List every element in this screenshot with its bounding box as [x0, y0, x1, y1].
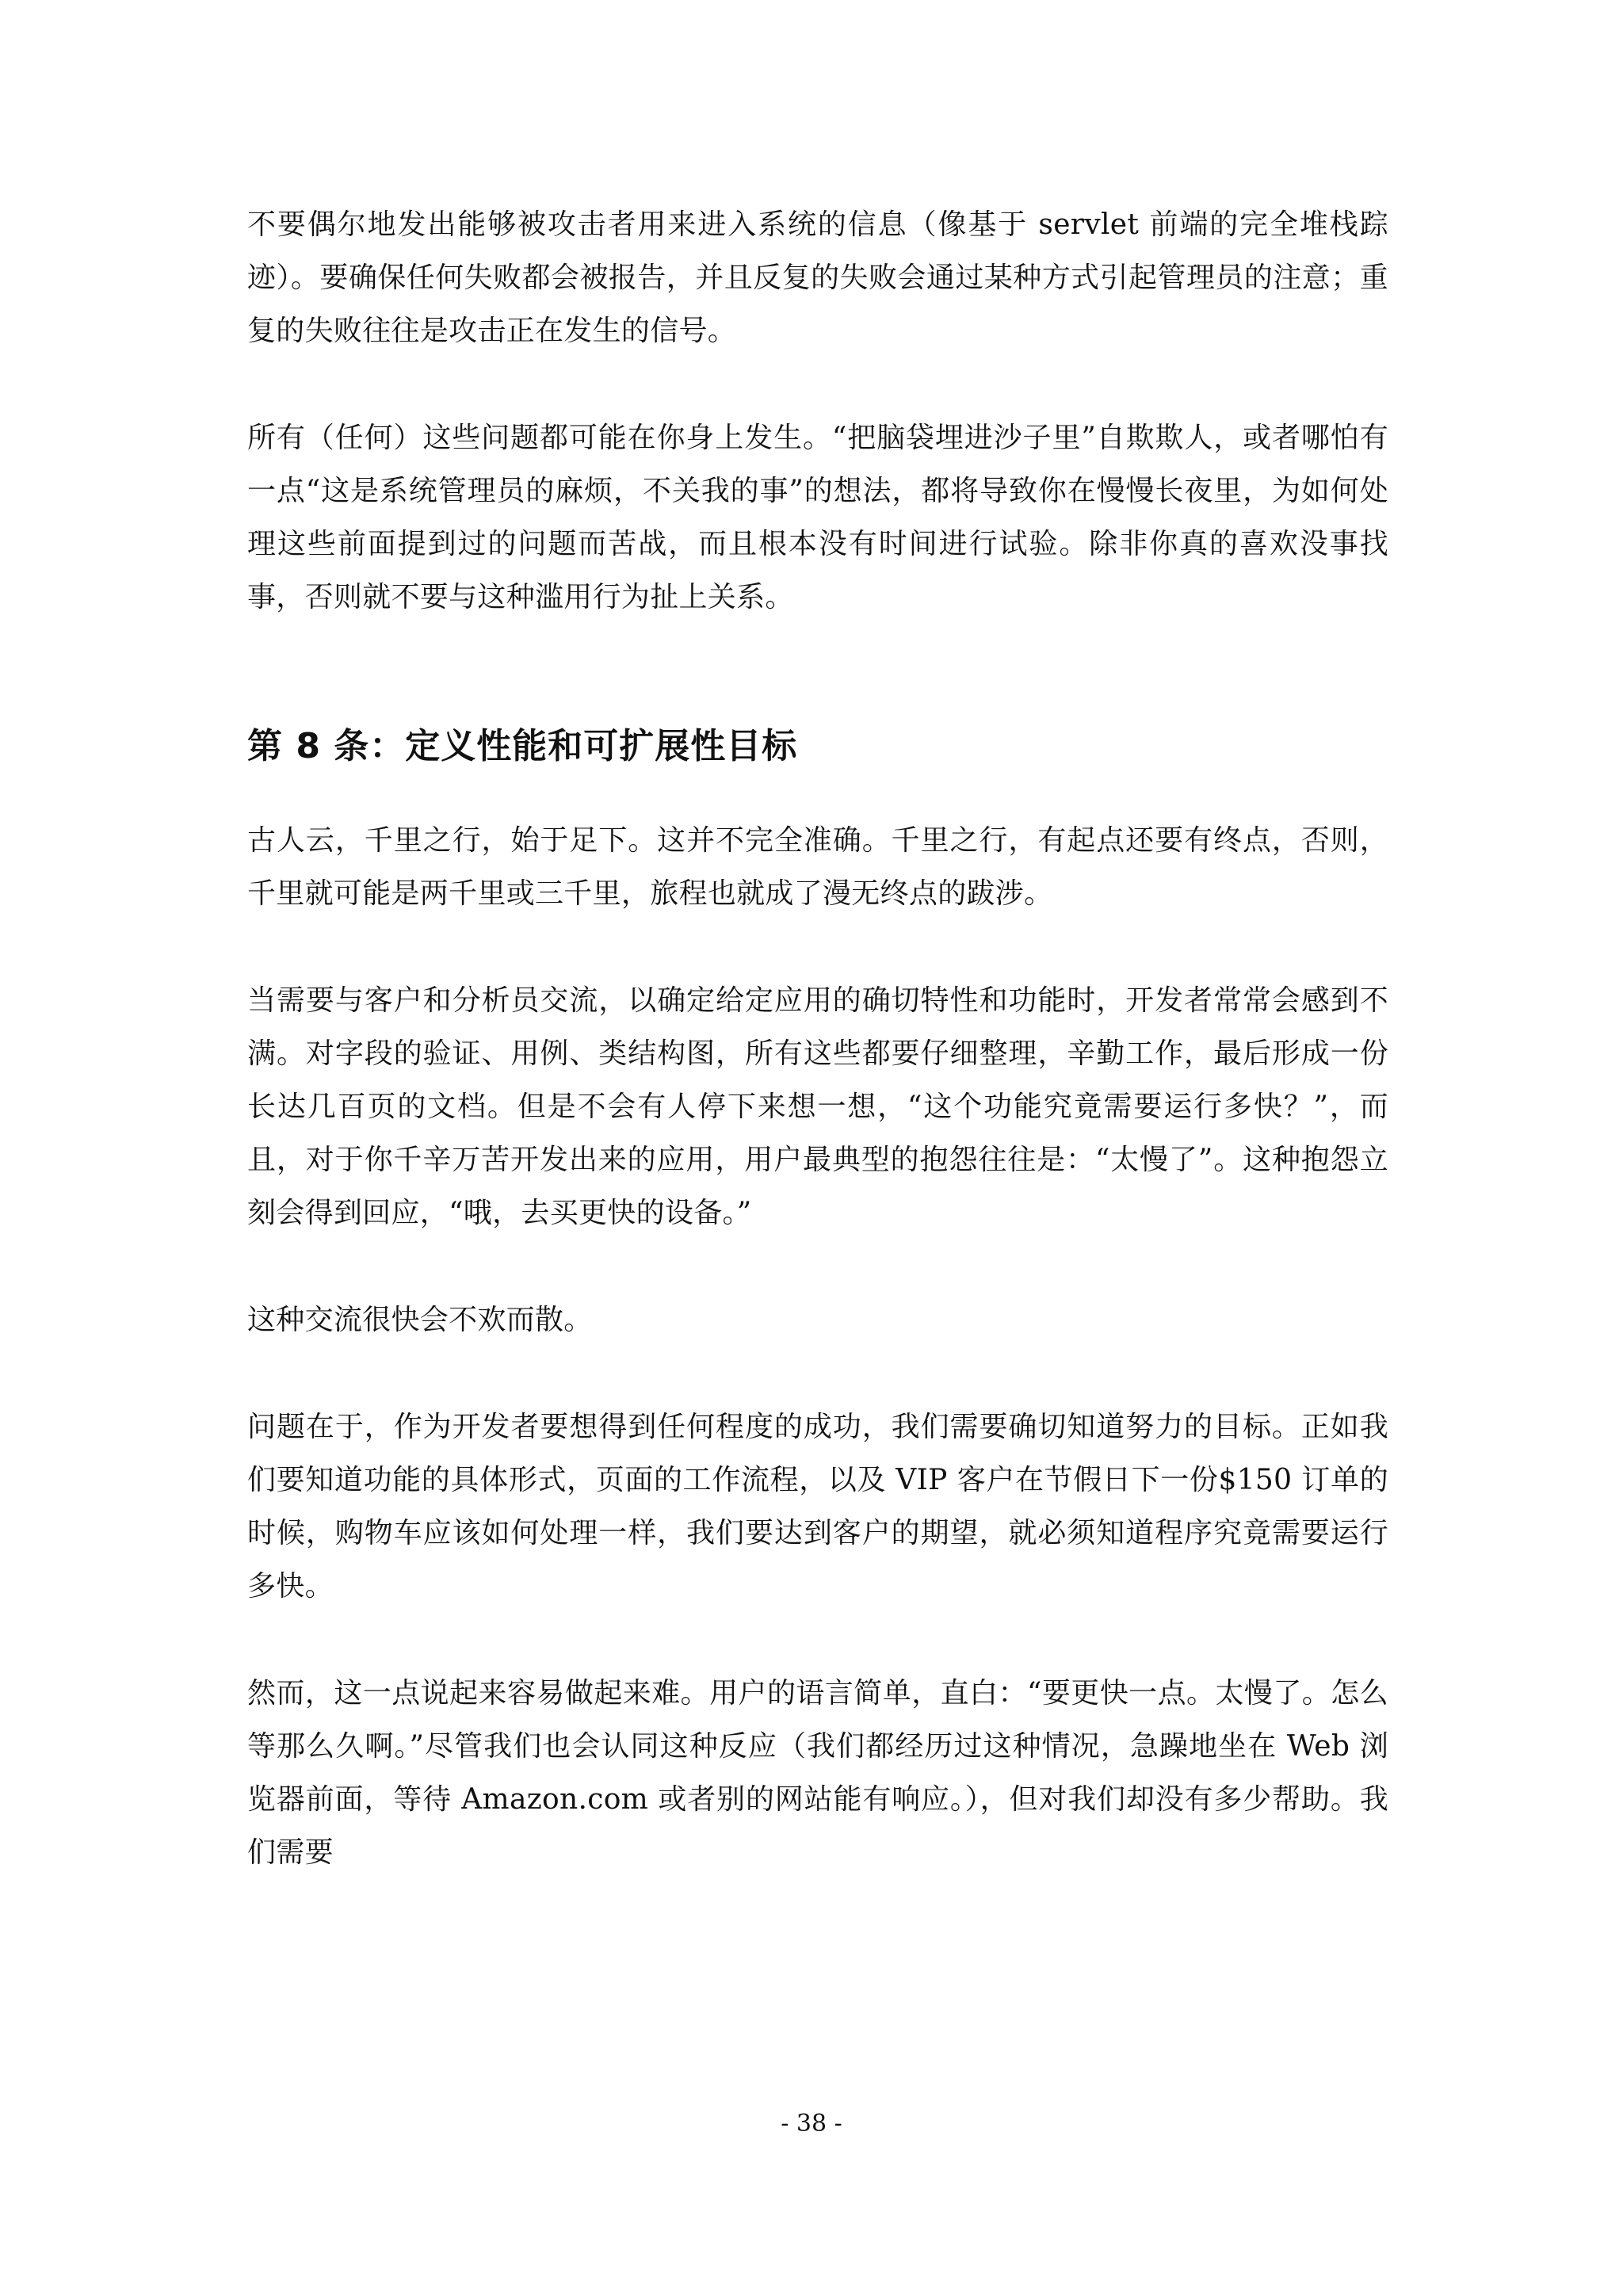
paragraph-abuse-warning: 所有（任何）这些问题都可能在你身上发生。“把脑袋埋进沙子里”自欺欺人，或者哪怕有一点“这是系统管理员的麻烦，不关我的事”的想法，都将导致你在慢慢长夜里，为如何处理这些前面提到过的问题而苦战，而且根本没有时间进行试验。除非你真的喜欢没事找事，否则就不要与这种滥用行为扯上关系。 — [247, 422, 1388, 613]
paragraph-need-goals: 问题在于，作为开发者要想得到任何程度的成功，我们需要确切知道努力的目标。正如我们要知道功能的具体形式，页面的工作流程，以及 VIP 客户在节假日下一份$150 订单的时候，购物车应该如何处理一样，我们要达到客户的期望，就必须知道程序究竟需要运行多快。 — [247, 1411, 1388, 1603]
paragraph-error-reporting: 不要偶尔地发出能够被攻击者用来进入系统的信息（像基于 servlet 前端的完全堆栈踪迹）。要确保任何失败都会被报告，并且反复的失败会通过某种方式引起管理员的注意；重复的失败往往是攻击正在发生的信号。 — [247, 208, 1388, 347]
page-number: - 38 - — [781, 2110, 842, 2137]
section-heading: 第 8 条：定义性能和可扩展性目标 — [247, 726, 798, 766]
paragraph-user-language: 然而，这一点说起来容易做起来难。用户的语言简单，直白：“要更快一点。太慢了。怎么等那么久啊。”尽管我们也会认同这种反应（我们都经历过这种情况，急躁地坐在 Web 浏览器前面，等待 Amazon.com 或者别的网站能有响应。），但对我们却没有多少帮助。我们需要 — [247, 1677, 1388, 1869]
paragraph-journey-analogy: 古人云，千里之行，始于足下。这并不完全准确。千里之行，有起点还要有终点，否则，千里就可能是两千里或三千里，旅程也就成了漫无终点的跋涉。 — [247, 824, 1388, 910]
page-body — [247, 198, 1388, 1933]
paragraph-conversation-ends: 这种交流很快会不欢而散。 — [247, 1304, 593, 1336]
paragraph-developer-frustration: 当需要与客户和分析员交流，以确定给定应用的确切特性和功能时，开发者常常会感到不满。对字段的验证、用例、类结构图，所有这些都要仔细整理，辛勤工作，最后形成一份长达几百页的文档。但是不会有人停下来想一想，“这个功能究竟需要运行多快？”，而且，对于你千辛万苦开发出来的应用，用户最典型的抱怨往往是：“太慢了”。这种抱怨立刻会得到回应，“哦，去买更快的设备。” — [247, 984, 1388, 1229]
